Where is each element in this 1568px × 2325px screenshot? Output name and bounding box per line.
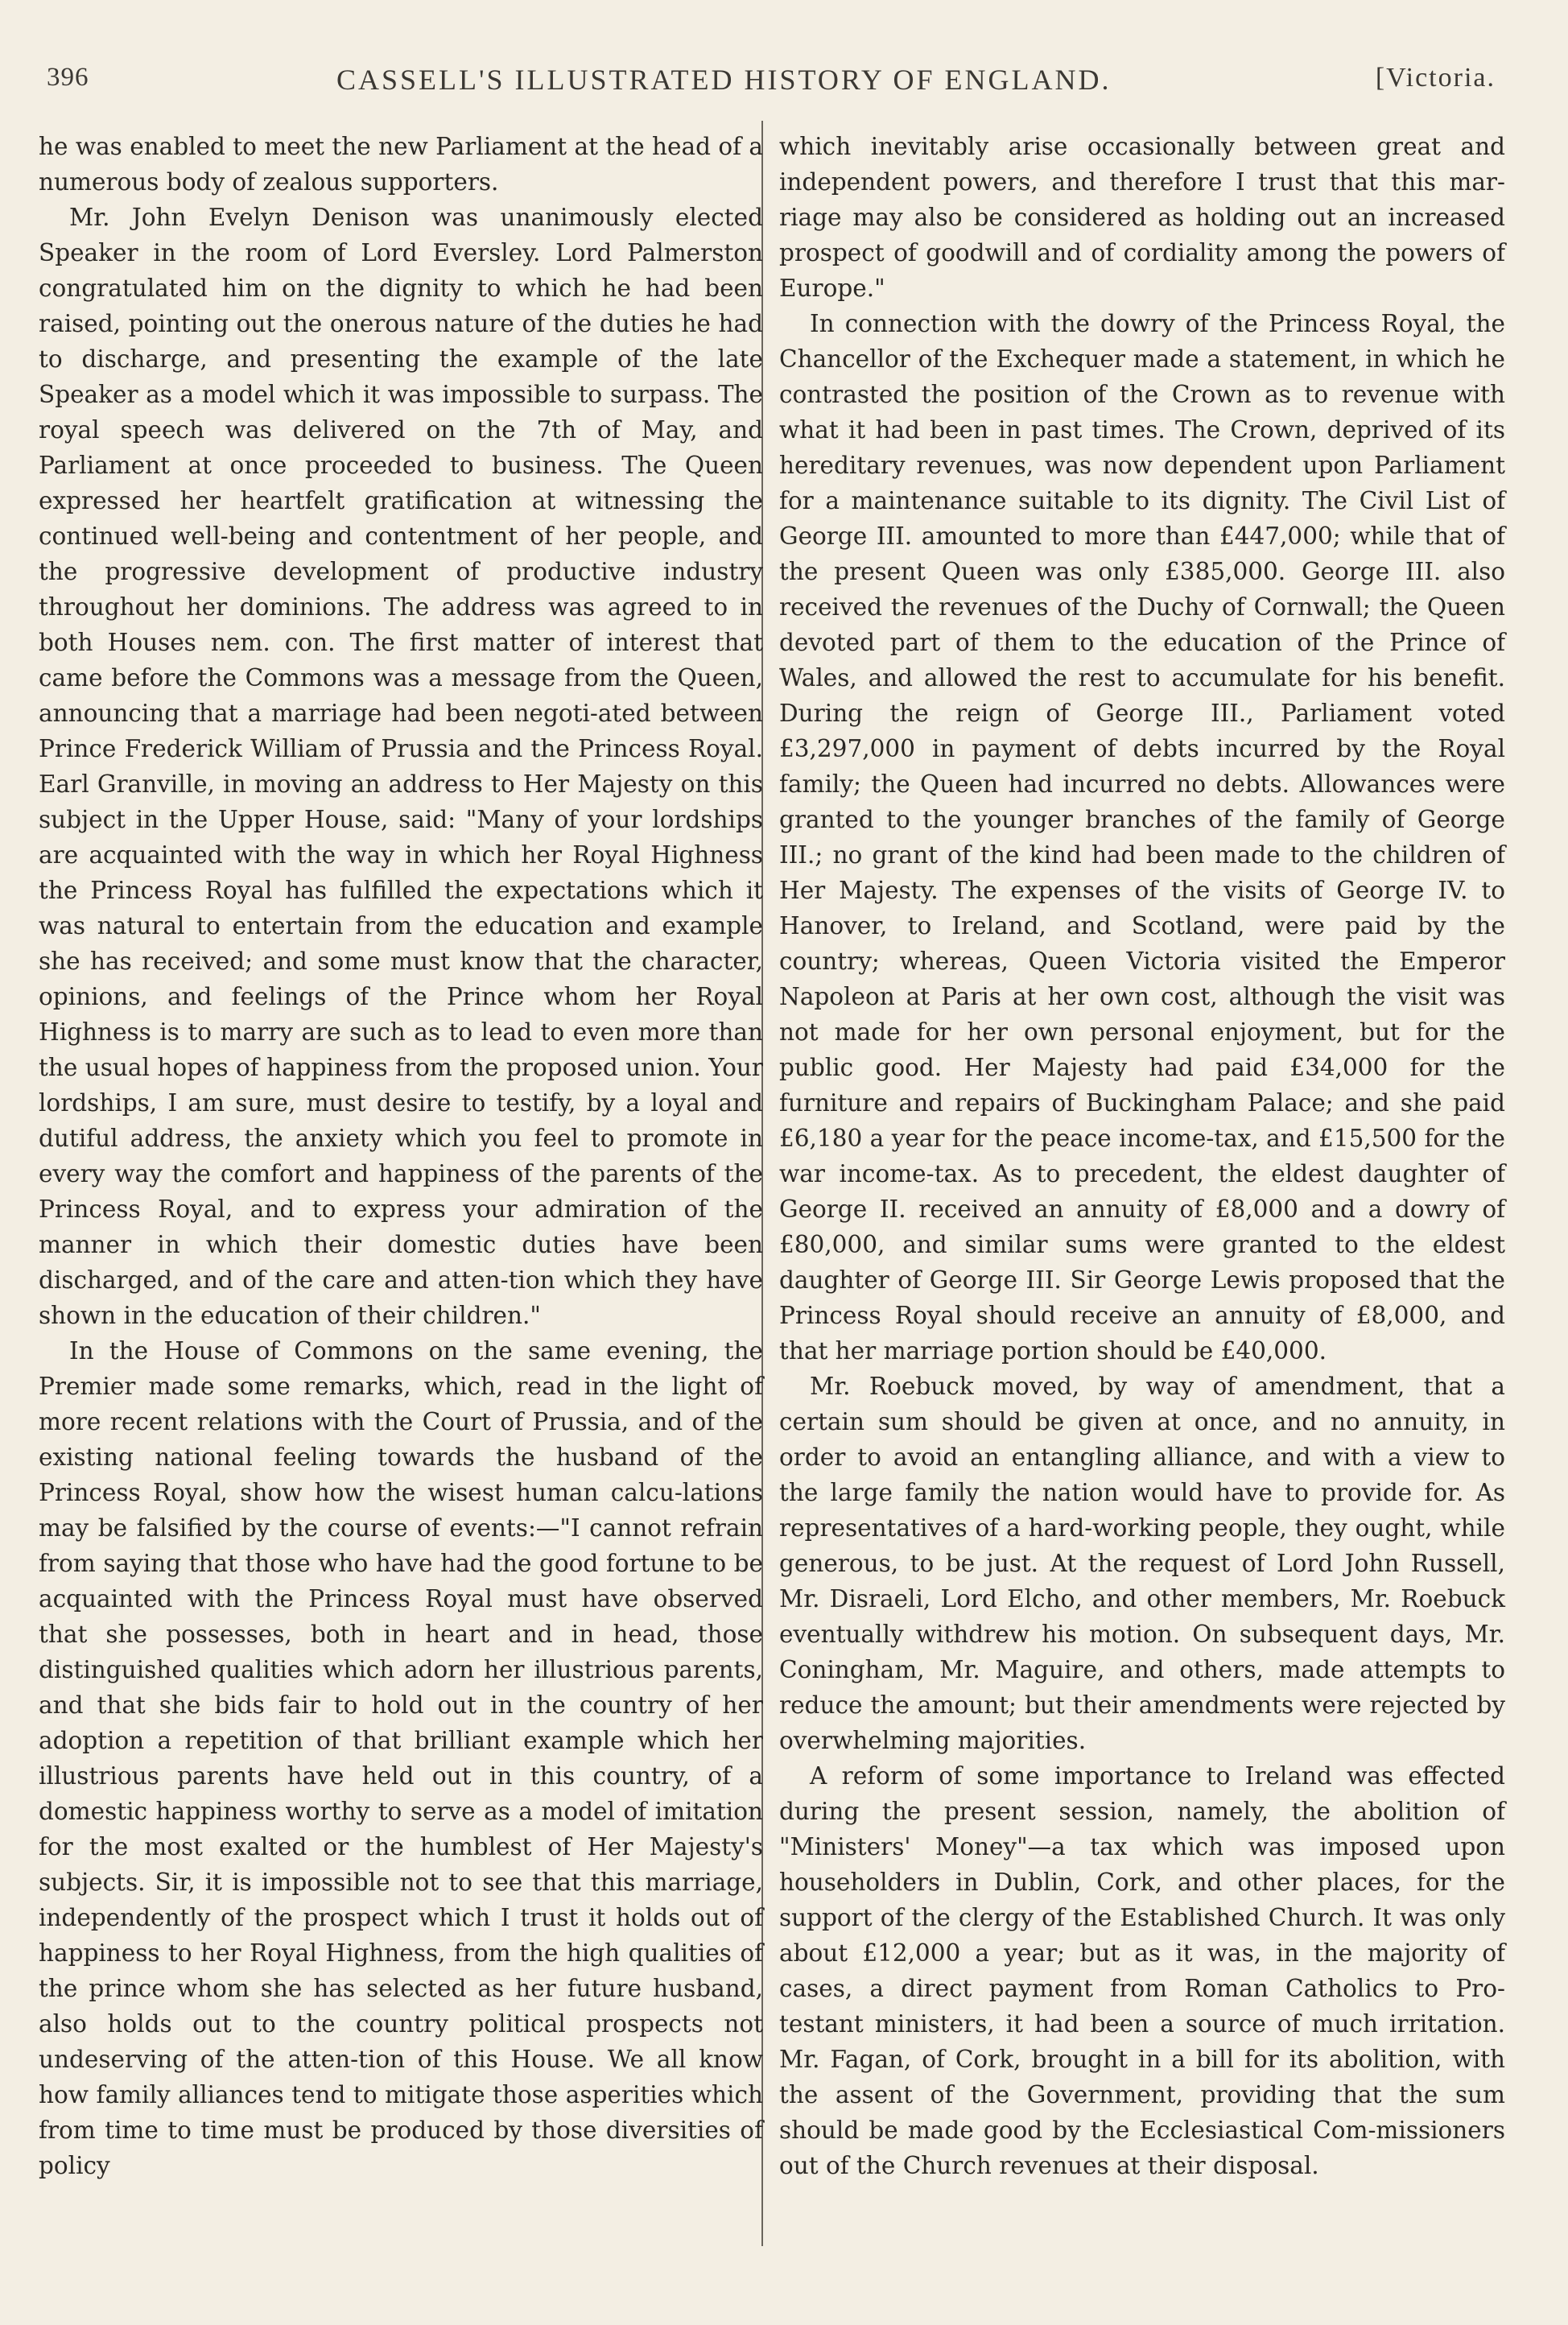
paragraph: In connection with the dowry of the Princess Royal, the Chancellor of the Exchequer made a statement, in which he contrasted the position of the Crown as to revenue with what it had been in past times. The Crown, deprived of its hereditary revenues, was now dependent upon Parliament for a maintenance suitable to its dignity. The Civil List of George III. amounted to more than £447,000; while that of the present Queen was only £385,000. George III. also received the revenues of the Duchy of Cornwall; the Queen devoted part of them to the education of the Prince of Wales, and allowed the rest to accumulate for his benefit. During the reign of George III., Parliament voted £3,297,000 in payment of debts incurred by the Royal family; the Queen had incurred no debts. Allowances were granted to the younger branches of the family of George III.; no grant of the kind had been made to the children of Her Majesty. The expenses of the visits of George IV. to Hanover, to Ireland, and Scotland, were paid by the country; whereas, Queen Victoria visited the Emperor Napoleon at Paris at her own cost, although the visit was not made for her own personal enjoyment, but for the public good. Her Majesty had paid £34,000 for the furniture and repairs of Buckingham Palace; and she paid £6,180 a year for the peace income-tax, and £15,500 for the war income-tax. As to precedent, the eldest daughter of George II. received an annuity of £8,000 and a dowry of £80,000, and similar sums were granted to the eldest daughter of George III. Sir George Lewis proposed that the Princess Royal should receive an annuity of £8,000, and that her marriage portion should be £40,000. [779,310,1505,1365]
page-header [47,63,1496,111]
paragraph: Mr. Roebuck moved, by way of amendment, that a certain sum should be given at once, and no annuity, in order to avoid an entangling alliance, and with a view to the large family the nation would have to provide for. As representatives of a hard-working people, they ought, while generous, to be just. At the request of Lord John Russell, Mr. Disraeli, Lord Elcho, and other members, Mr. Roebuck eventually withdrew his motion. On subsequent days, Mr. Coningham, Mr. Maguire, and others, made attempts to reduce the amount; but their amendments were rejected by overwhelming majorities. [779,1373,1505,1754]
section-tag: [Victoria. [1375,63,1496,93]
paragraph: which inevitably arise occasionally between great and independent powers, and therefore I trust that this mar-riage may also be considered as holding out an increased prospect of goodwill and of cordiality among the powers of Europe." [779,133,1505,302]
paragraph: Mr. John Evelyn Denison was unanimously elected Speaker in the room of Lord Eversley. Lord Palmerston congratulated him on the dignity to which he had been raised, pointing out the onerous nature of the duties he had to discharge, and presenting the example of the late Speaker as a model which it was impossible to surpass. The royal speech was delivered on the 7th of May, and Parliament at once proceeded to business. The Queen expressed her heartfelt gratification at witnessing the continued well-being and contentment of her people, and the progressive development of productive industry throughout her dominions. The address was agreed to in both Houses nem. con. The first matter of interest that came before the Commons was a message from the Queen, announcing that a marriage had been negoti-ated between Prince Frederick William of Prussia and the Princess Royal. Earl Granville, in moving an address to Her Majesty on this subject in the Upper House, said: "Many of your lordships are acquainted with the way in which her Royal Highness the Princess Royal has fulfilled the expectations which it was natural to entertain from the education and example she has received; and some must know that the character, opinions, and feelings of the Prince whom her Royal Highness is to marry are such as to lead to even more than the usual hopes of happiness from the proposed union. Your lordships, I am sure, must desire to testify, by a loyal and dutiful address, the anxiety which you feel to promote in every way the comfort and happiness of the parents of the Princess Royal, and to express your admiration of the manner in which their domestic duties have been discharged, and of the care and atten-tion which they have shown in the education of their children." [39,204,763,1329]
page-number: 396 [47,63,89,92]
running-title: CASSELL'S ILLUSTRATED HISTORY OF ENGLAND. [336,64,1112,96]
paragraph: A reform of some importance to Ireland was effected during the present session, namely, the abolition of "Ministers' Money"—a tax which was imposed upon householders in Dublin, Cork, and other places, for the support of the clergy of the Established Church. It was only about £12,000 a year; but as it was, in the majority of cases, a direct payment from Roman Catholics to Pro-testant ministers, it had been a source of much irritation. Mr. Fagan, of Cork, brought in a bill for its abolition, with the assent of the Government, providing that the sum should be made good by the Ecclesiastical Com-missioners out of the Church revenues at their disposal. [779,1762,1505,2179]
left-column [39,129,763,2183]
paragraph: In the House of Commons on the same evening, the Premier made some remarks, which, read in the light of more recent relations with the Court of Prussia, and of the existing national feeling towards the husband of the Princess Royal, show how the wisest human calcu-lations may be falsified by the course of events:—"I cannot refrain from saying that those who have had the good fortune to be acquainted with the Princess Royal must have observed that she possesses, both in heart and in head, those distinguished qualities which adorn her illustrious parents, and that she bids fair to hold out in the country of her adoption a repetition of that brilliant example which her illustrious parents have held out in this country, of a domestic happiness worthy to serve as a model of imitation for the most exalted or the humblest of Her Majesty's subjects. Sir, it is impossible not to see that this marriage, independently of the prospect which I trust it holds out of happiness to her Royal Highness, from the high qualities of the prince whom she has selected as her future husband, also holds out to the country political prospects not undeserving of the atten-tion of this House. We all know how family alliances tend to mitigate those asperities which from time to time must be produced by those diversities of policy [39,1337,763,2179]
paragraph: he was enabled to meet the new Parliament at the head of a numerous body of zealous supporters. [39,133,763,196]
right-column [779,129,1505,2183]
